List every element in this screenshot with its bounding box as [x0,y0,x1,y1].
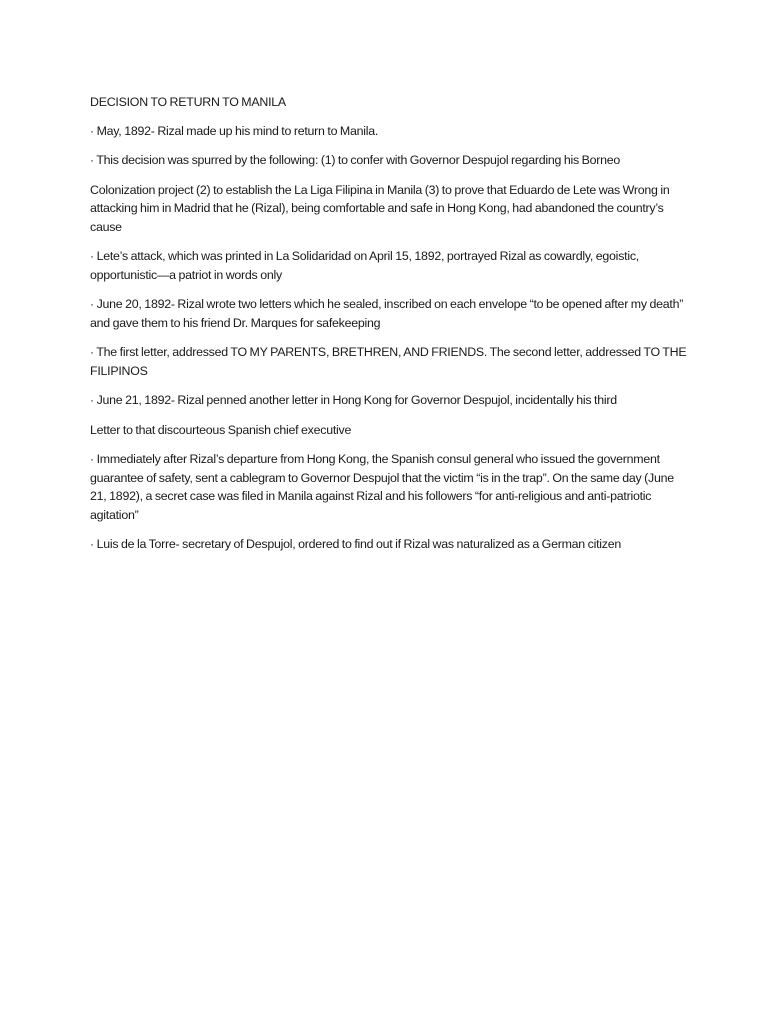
document-heading: DECISION TO RETURN TO MANILA [90,95,286,109]
paragraph-2: · This decision was spurred by the following: (1) to confer with Governor Despujol regarding his Borneo [90,153,621,167]
paragraph-6: · The first letter, addressed TO MY PARENTS, BRETHREN, AND FRIENDS. The second letter, addressed TO THE FILIPINOS [90,345,687,378]
paragraph-1: · May, 1892- Rizal made up his mind to return to Manila. [90,123,379,138]
paragraph-4: · Lete’s attack, which was printed in La Solidaridad on April 15, 1892, portrayed Rizal as cowardly, egoistic, opportunistic—a patriot in words only [90,249,639,282]
paragraph-8: Letter to that discourteous Spanish chief executive [90,422,352,437]
paragraph-5: · June 20, 1892- Rizal wrote two letters which he sealed, inscribed on each envelope “to be opened after my death” and gave them to his friend Dr. Marques for safekeeping [90,297,684,330]
paragraph-3: Colonization project (2) to establish the La Liga Filipina in Manila (3) to prove that Eduardo de Lete was Wrong in attacking him in Madrid that he (Rizal), being comfortable and safe in Hong Kong, had abandoned the country’s cause [90,182,670,234]
paragraph-10: · Luis de la Torre- secretary of Despujol, ordered to find out if Rizal was naturalized as a German citizen [90,537,622,551]
document-page [90,93,690,565]
paragraph-9: · Immediately after Rizal’s departure from Hong Kong, the Spanish consul general who issued the government guarantee of safety, sent a cablegram to Governor Despujol that the victim “is in the trap”. On the same day (June 21, 1892), a secret case was filed in Manila against Rizal and his followers “for anti-religious and anti-patriotic agitation” [90,452,674,522]
paragraph-7: · June 21, 1892- Rizal penned another letter in Hong Kong for Governor Despujol, incidentally his third [90,393,617,407]
